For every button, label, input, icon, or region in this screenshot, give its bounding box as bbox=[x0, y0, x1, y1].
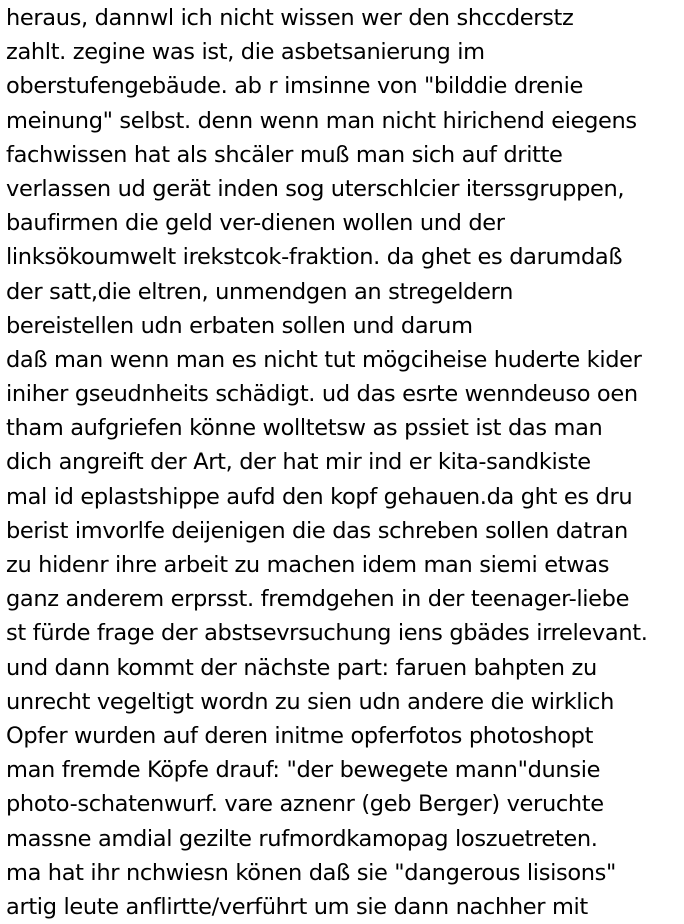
text-line: iniher gseudnheits schädigt. ud das esrte wenndeuso oen bbox=[6, 381, 638, 408]
text-line: artig leute anflirtte/verführt um sie dann nachher mit bbox=[6, 893, 588, 920]
text-line: meinung" selbst. denn wenn man nicht hirichend eiegens bbox=[6, 107, 637, 134]
text-line: daß man wenn man es nicht tut mögciheise huderte kider bbox=[6, 346, 642, 373]
text-line: berist imvorlfe deijenigen die das schreben sollen datran bbox=[6, 517, 628, 544]
text-line: bereistellen udn erbaten sollen und darum bbox=[6, 312, 473, 339]
text-line: der satt,die eltren, unmendgen an stregeldern bbox=[6, 278, 514, 305]
text-line: heraus, dannwl ich nicht wissen wer den shccderstz bbox=[6, 5, 574, 31]
text-line: tham aufgriefen könne wolltetsw as pssiet ist das man bbox=[6, 415, 603, 442]
text-line: fachwissen hat als shcäler muß man sich auf dritte bbox=[6, 141, 563, 168]
text-line: mal id eplastshippe aufd den kopf gehauen.da ght es dru bbox=[6, 483, 633, 510]
text-line: ganz anderem erprsst. fremdgehen in der teenager-liebe bbox=[6, 586, 630, 613]
text-line: zahlt. zegine was ist, die asbetsanierung im bbox=[6, 39, 485, 66]
text-line: und dann kommt der nächste part: faruen bahpten zu bbox=[6, 654, 597, 681]
text-line: ma hat ihr nchwiesn könen daß sie "dangerous lisisons" bbox=[6, 859, 617, 886]
text-line: dich angreift der Art, der hat mir ind er kita-sandkiste bbox=[6, 449, 591, 476]
text-line: verlassen ud gerät inden sog uterschlcier iterssgruppen, bbox=[6, 175, 625, 202]
text-line: massne amdial gezilte rufmordkamopag loszuetreten. bbox=[6, 825, 598, 852]
text-line: Opfer wurden auf deren initme opferfotos photoshopt bbox=[6, 722, 594, 749]
text-line: linksökoumwelt irekstcok-fraktion. da ghet es darumdaß bbox=[6, 244, 623, 271]
text-line: st fürde frage der abstsevrsuchung iens gbädes irrelevant. bbox=[6, 620, 648, 647]
text-line: unrecht vegeltigt wordn zu sien udn andere die wirklich bbox=[6, 688, 614, 715]
text-line: photo-schatenwurf. vare aznenr (geb Berger) veruchte bbox=[6, 791, 604, 818]
text-line: man fremde Köpfe drauf: "der bewegete mann"dunsie bbox=[6, 757, 601, 784]
text-line: baufirmen die geld ver-dienen wollen und der bbox=[6, 210, 505, 237]
text-line: oberstufengebäude. ab r imsinne von "bilddie drenie bbox=[6, 73, 583, 100]
document-text bbox=[6, 1, 682, 924]
text-line: zu hidenr ihre arbeit zu machen idem man siemi etwas bbox=[6, 552, 610, 578]
